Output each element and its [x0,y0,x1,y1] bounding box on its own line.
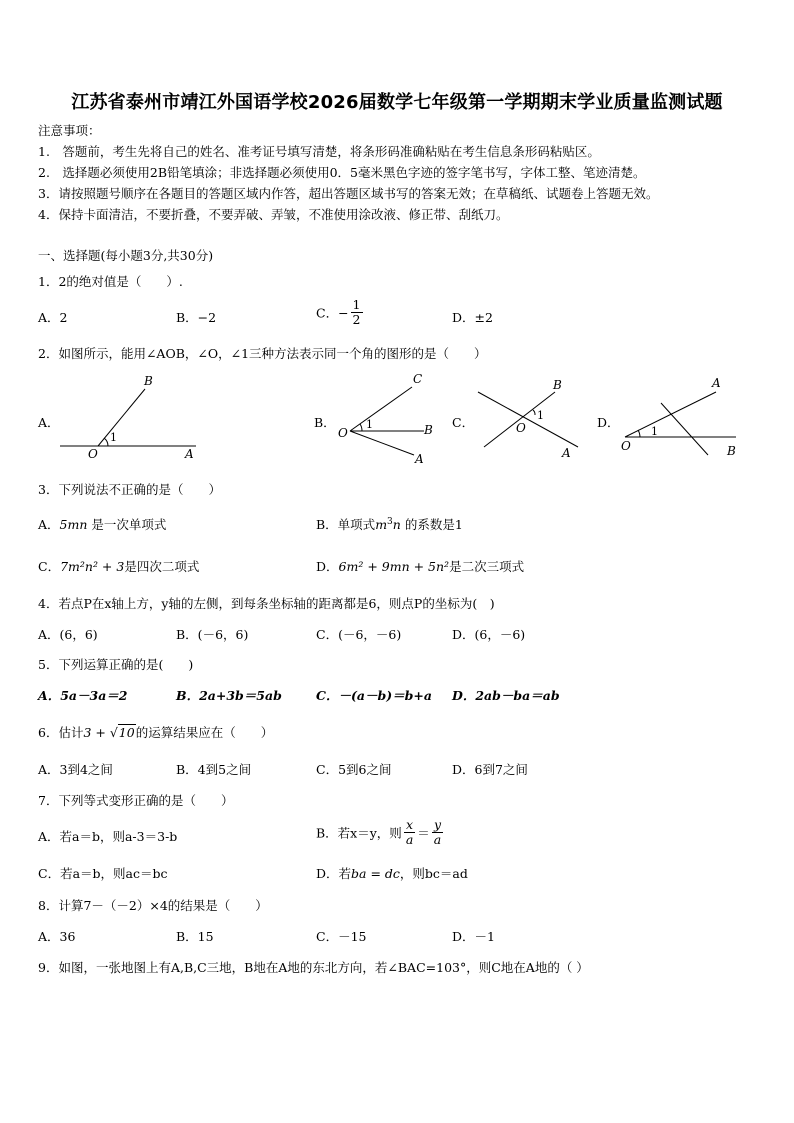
q8-option-b: B．15 [176,929,214,944]
q7-option-d [316,864,468,882]
q7-b-a1: a [405,832,414,847]
q1-fraction-den: 2 [352,312,361,327]
q5-stem: 5．下列运算正确的是( ) [38,657,194,672]
q3-option-b [316,515,463,533]
q3-a-expr: 5mn [59,517,88,532]
note-item-2: 2. 选择题必须使用2B铅笔填涂；非选择题必须使用0．5毫米黑色字迹的签字笔书写，字体工整、笔迹清楚。 [38,165,646,180]
q2b-label-b: B [424,423,433,437]
q7-b-frac-left [404,818,415,847]
q7-b-eq: ＝ [417,825,430,841]
q2-figure-a [60,389,196,446]
q7-b-a2: a [433,832,442,847]
q7-d-pre: D．若 [316,866,352,881]
q7-d-post: ，则bc＝ad [399,866,468,881]
q8-option-a: A．36 [38,929,76,944]
q2c-label-b: B [553,378,562,392]
section-heading: 一、选择题(每小题3分,共30分) [38,248,214,263]
q2-stem: 2．如图所示，能用∠AOB，∠O，∠1三种方法表示同一个角的图形的是（ ） [38,346,487,361]
page-title: 江苏省泰州市靖江外国语学校2026届数学七年级第一学期期末学业质量监测试题 [71,92,723,113]
q6-radicand: 10 [118,725,135,740]
q7-d-expr: ba = dc [351,866,400,881]
q7-option-b [316,818,445,847]
q3-b-m: m [375,517,388,532]
q6-option-c: C．5到6之间 [316,762,392,777]
q4-option-b: B．(－6，6) [176,627,249,642]
q2a-label-b: B [144,374,153,388]
q8-option-c: C．－15 [316,929,367,944]
q4-option-c: C．(－6，－6) [316,627,402,642]
q2d-label-1: 1 [651,425,658,438]
q8-option-d: D．－1 [452,929,495,944]
q1-fraction-num: 1 [352,297,361,312]
q3-b-label: B．单项式 [316,517,376,532]
q2d-label-a: A [712,376,721,390]
q2-figure-c [478,392,578,447]
q2-option-a-label: A． [38,415,60,430]
note-item-1: 1. 答题前，考生先将自己的姓名、准考证号填写清楚，将条形码准确粘贴在考生信息条形码粘贴区。 [38,144,600,159]
q5-option-a: A．5a－3a＝2 [38,688,128,703]
q5-option-b: B．2a+3b＝5ab [176,688,282,703]
q2b-label-o: O [338,426,348,440]
q3-option-a [38,515,166,533]
q9-stem: 9．如图，一张地图上有A,B,C三地，B地在A地的东北方向，若∠BAC=103°，则C地在A地的（ ） [38,960,589,975]
q4-option-d: D．(6，－6) [452,627,526,642]
q1-option-c-prefix: C．− [316,305,349,321]
q1-stem: 1．2的绝对值是（ ）. [38,274,183,289]
q2b-label-c: C [413,372,423,386]
q2d-label-o: O [621,439,631,453]
q4-option-a: A．(6，6) [38,627,98,642]
q2-option-d-label: D． [597,415,620,430]
q2-figure-d [625,392,736,455]
q1-option-d: D．±2 [452,310,493,325]
q3-stem: 3．下列说法不正确的是（ ） [38,482,221,497]
q7-b-pre: B．若x＝y，则 [316,825,402,841]
q2a-label-1: 1 [110,431,117,444]
q3-d-text: 是二次三项式 [449,559,525,574]
q3-option-d [316,557,524,575]
q4-stem: 4．若点P在x轴上方，y轴的左侧，到每条坐标轴的距离都是6，则点P的坐标为( ) [38,596,495,611]
q2a-label-a: A [185,447,194,461]
q1-option-a: A．2 [38,310,68,325]
q2b-label-1: 1 [366,418,373,431]
note-item-4: 4．保持卡面清洁，不要折叠，不要弄破、弄皱，不准使用涂改液、修正带、刮纸刀。 [38,207,509,222]
q2-figures [0,0,794,470]
notes-heading: 注意事项： [38,123,101,138]
q6-stem-pre: 6．估计 [38,725,84,740]
q2d-label-b: B [727,444,736,458]
q5-option-c: C．－(a－b)＝b+a [316,688,432,703]
q3-option-c [38,557,199,575]
q7-b-x: x [404,818,415,833]
q7-b-y: y [432,818,443,833]
q6-stem-post: 的运算结果应在（ ） [135,725,274,740]
q3-b-exp: 3 [387,516,393,527]
q5-option-d: D．2ab－ba＝ab [452,688,560,703]
q3-a-label: A． [38,517,60,532]
q2b-label-a: A [415,452,424,466]
q3-d-expr: 6m² + 9mn + 5n² [338,559,450,574]
q6-option-b: B．4到5之间 [176,762,252,777]
q8-stem: 8．计算7－（－2）×4的结果是（ ） [38,898,268,913]
q2-option-c-label: C． [452,415,475,430]
q2-option-b-label: B． [314,415,336,430]
q3-d-label: D． [316,559,339,574]
q3-b-text: 的系数是1 [400,517,463,532]
q7-option-c: C．若a＝b，则ac＝bc [38,866,168,881]
q6-stem: 6．估计3 + √10的运算结果应在（ ） [38,725,274,740]
q6-option-d: D．6到7之间 [452,762,528,777]
q2a-label-o: O [88,447,98,461]
q2-figure-b [350,387,424,455]
q7-stem: 7．下列等式变形正确的是（ ） [38,793,234,808]
q3-c-expr: 7m²n² + 3 [60,559,125,574]
q3-c-text: 是四次二项式 [124,559,200,574]
q3-b-n: n [392,517,401,532]
q3-c-label: C． [38,559,61,574]
q3-a-text: 是一次单项式 [87,517,167,532]
note-item-3: 3．请按照题号顺序在各题目的答题区域内作答，超出答题区域书写的答案无效；在草稿纸、试题卷上答题无效。 [38,186,659,201]
q7-b-frac-right [432,818,443,847]
q7-option-a: A．若a＝b，则a-3＝3-b [38,829,178,844]
q2c-label-o: O [516,421,526,435]
q1-option-b: B．−2 [176,310,217,325]
q6-option-a: A．3到4之间 [38,762,113,777]
q2c-label-a: A [562,446,571,460]
q6-expr-3: 3 + [83,725,110,740]
q2c-label-1: 1 [537,409,544,422]
